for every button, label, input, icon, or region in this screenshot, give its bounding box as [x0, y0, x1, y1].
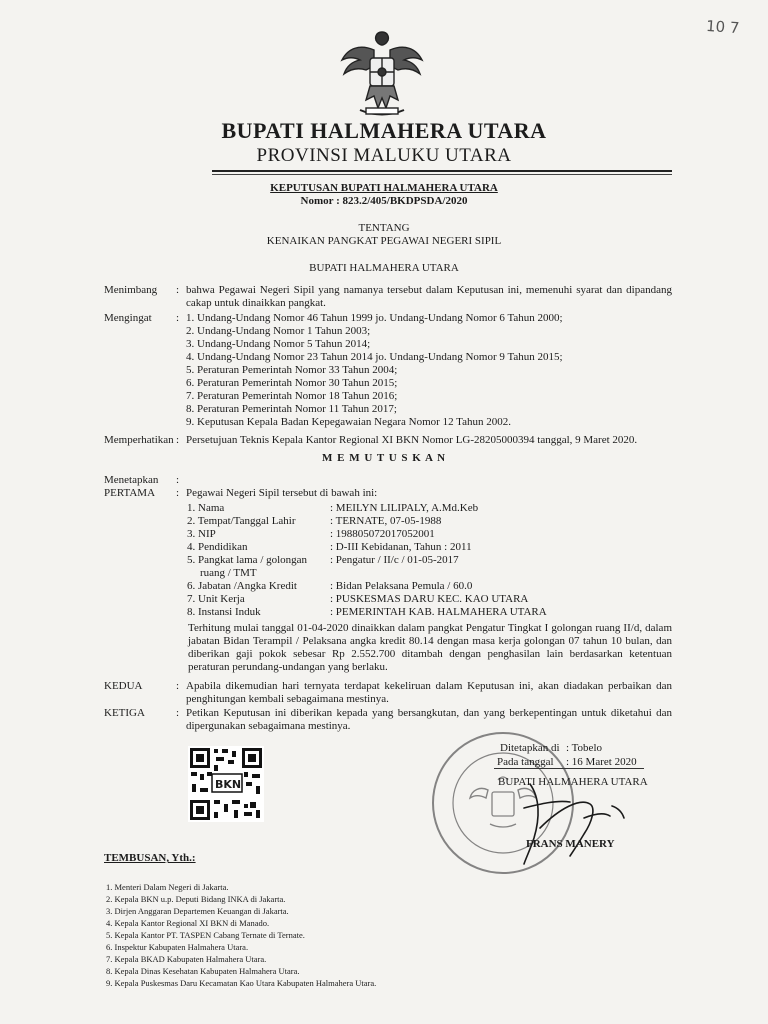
memperhatikan-label: Memperhatikan [104, 434, 174, 446]
tembusan-item: 2. Kepala BKN u.p. Deputi Bidang INKA di Jakarta. [106, 894, 286, 904]
mengingat-colon: : [176, 312, 180, 324]
mengingat-item: 1. Undang-Undang Nomor 46 Tahun 1999 jo. Undang-Undang Nomor 6 Tahun 2000; [186, 312, 563, 324]
field-value-pendidikan: : D-III Kebidanan, Tahun : 2011 [330, 541, 472, 553]
tembusan-item: 1. Menteri Dalam Negeri di Jakarta. [106, 882, 229, 892]
signatory-office: BUPATI HALMAHERA UTARA [498, 776, 648, 788]
tembusan-item: 8. Kepala Dinas Kesehatan Kabupaten Halmahera Utara. [106, 966, 300, 976]
field-label-pendidikan: 4. Pendidikan [187, 541, 248, 553]
pertama-paragraph: Terhitung mulai tanggal 01-04-2020 dinaikkan dalam pangkat Pengatur Tingkat I golongan ruang II/d, dalam jabatan Bidan Terampil / Pelaksana angka kredit 80.14 dengan masa kerja golongan 07 tahun 10 bulan, dan diberikan gaji pokok sebesar Rp 2.552.700 ditambah dengan penghasilan lain berdasarkan ketentuan peraturan perundang-undangan yang berlaku. [188, 622, 672, 673]
field-label-instansi: 8. Instansi Induk [187, 606, 261, 618]
handwritten-signature-icon [500, 778, 640, 868]
field-label-nama: 1. Nama [187, 502, 225, 514]
menetapkan-colon: : [176, 474, 180, 486]
field-value-nip: : 198805072017052001 [330, 528, 435, 540]
memperhatikan-text: Persetujuan Teknis Kepala Kantor Regional XI BKN Nomor LG-28205000394 tanggal, 9 Maret 2020. [186, 434, 638, 446]
decree-issuer: BUPATI HALMAHERA UTARA [309, 262, 459, 274]
field-value-instansi: : PEMERINTAH KAB. HALMAHERA UTARA [330, 606, 547, 618]
header-divider [212, 170, 672, 172]
field-value-ttl: : TERNATE, 07-05-1988 [330, 515, 442, 527]
field-label-nip: 3. NIP [187, 528, 216, 540]
kedua-label: KEDUA [104, 680, 143, 692]
place-label: Ditetapkan di [500, 742, 560, 754]
mengingat-item: 5. Peraturan Pemerintah Nomor 33 Tahun 2004; [186, 364, 398, 376]
tembusan-item: 4. Kepala Kantor Regional XI BKN di Manado. [106, 918, 270, 928]
decree-subject: KENAIKAN PANGKAT PEGAWAI NEGERI SIPIL [266, 235, 502, 247]
kedua-text: Apabila dikemudian hari ternyata terdapat kekeliruan dalam Keputusan ini, akan diadakan perbaikan dan penghitungan kembali sebagaimana mestinya. [186, 680, 672, 705]
page-number: 10 7 [705, 16, 740, 38]
field-label-jabatan: 6. Jabatan /Angka Kredit [187, 580, 297, 592]
header-divider-thin [212, 174, 672, 175]
menimbang-label: Menimbang [104, 284, 158, 296]
decree-title: KEPUTUSAN BUPATI HALMAHERA UTARA [270, 182, 498, 194]
pertama-colon: : [176, 487, 180, 499]
tembusan-item: 9. Kepala Puskesmas Daru Kecamatan Kao Utara Kabupaten Halmahera Utara. [106, 978, 377, 988]
mengingat-item: 2. Undang-Undang Nomor 1 Tahun 2003; [186, 325, 371, 337]
field-label-pangkat: 5. Pangkat lama / golongan [187, 554, 308, 566]
header-subtitle: PROVINSI MALUKU UTARA [256, 145, 512, 166]
signatory-name: FRANS MANERY [526, 838, 615, 850]
mengingat-item: 3. Undang-Undang Nomor 5 Tahun 2014; [186, 338, 371, 350]
field-label-unit: 7. Unit Kerja [187, 593, 245, 605]
signature-divider [494, 768, 644, 769]
mengingat-item: 4. Undang-Undang Nomor 23 Tahun 2014 jo. Undang-Undang Nomor 9 Tahun 2015; [186, 351, 563, 363]
memutuskan-heading: M E M U T U S K A N [321, 452, 447, 464]
memperhatikan-colon: : [176, 434, 180, 446]
mengingat-item: 6. Peraturan Pemerintah Nomor 30 Tahun 2015; [186, 377, 398, 389]
header-title: BUPATI HALMAHERA UTARA [221, 118, 547, 143]
ketiga-text: Petikan Keputusan ini diberikan kepada yang bersangkutan, dan yang berkepentingan untuk diketahui dan dipergunakan sebagaimana mestinya. [186, 707, 672, 732]
pertama-intro: Pegawai Negeri Sipil tersebut di bawah ini: [186, 487, 378, 499]
place-value: : Tobelo [566, 742, 602, 754]
field-label-pangkat-cont: ruang / TMT [200, 567, 257, 579]
date-label: Pada tanggal [497, 756, 554, 768]
menimbang-text: bahwa Pegawai Negeri Sipil yang namanya tersebut dalam Keputusan ini, memenuhi syarat dan dipandang cakap untuk dinaikkan pangkat. [186, 284, 672, 309]
tembusan-item: 7. Kepala BKAD Kabupaten Halmahera Utara. [106, 954, 267, 964]
tembusan-item: 6. Inspektur Kabupaten Halmahera Utara. [106, 942, 249, 952]
mengingat-label: Mengingat [104, 312, 152, 324]
qr-badge: BKN [215, 778, 242, 791]
date-value: : 16 Maret 2020 [566, 756, 637, 768]
tembusan-item: 5. Kepala Kantor PT. TASPEN Cabang Ternate di Ternate. [106, 930, 305, 940]
tembusan-title: TEMBUSAN, Yth.: [104, 852, 196, 864]
decree-number: Nomor : 823.2/405/BKDPSDA/2020 [300, 195, 468, 207]
mengingat-item: 9. Keputusan Kepala Badan Kepegawaian Negara Nomor 12 Tahun 2002. [186, 416, 511, 428]
field-value-nama: : MEILYN LILIPALY, A.Md.Keb [330, 502, 479, 514]
garuda-emblem-icon [340, 26, 424, 122]
mengingat-item: 7. Peraturan Pemerintah Nomor 18 Tahun 2016; [186, 390, 398, 402]
menimbang-colon: : [176, 284, 180, 296]
decree-about: TENTANG [358, 222, 410, 234]
field-value-pangkat: : Pengatur / II/c / 01-05-2017 [330, 554, 459, 566]
mengingat-item: 8. Peraturan Pemerintah Nomor 11 Tahun 2017; [186, 403, 397, 415]
field-value-unit: : PUSKESMAS DARU KEC. KAO UTARA [330, 593, 529, 605]
pertama-label: PERTAMA [104, 487, 156, 499]
field-value-jabatan: : Bidan Pelaksana Pemula / 60.0 [330, 580, 473, 592]
kedua-colon: : [176, 680, 180, 692]
ketiga-label: KETIGA [104, 707, 145, 719]
tembusan-item: 3. Dirjen Anggaran Departemen Keuangan di Jakarta. [106, 906, 289, 916]
menetapkan-label: Menetapkan [104, 474, 159, 486]
ketiga-colon: : [176, 707, 180, 719]
field-label-ttl: 2. Tempat/Tanggal Lahir [187, 515, 296, 527]
